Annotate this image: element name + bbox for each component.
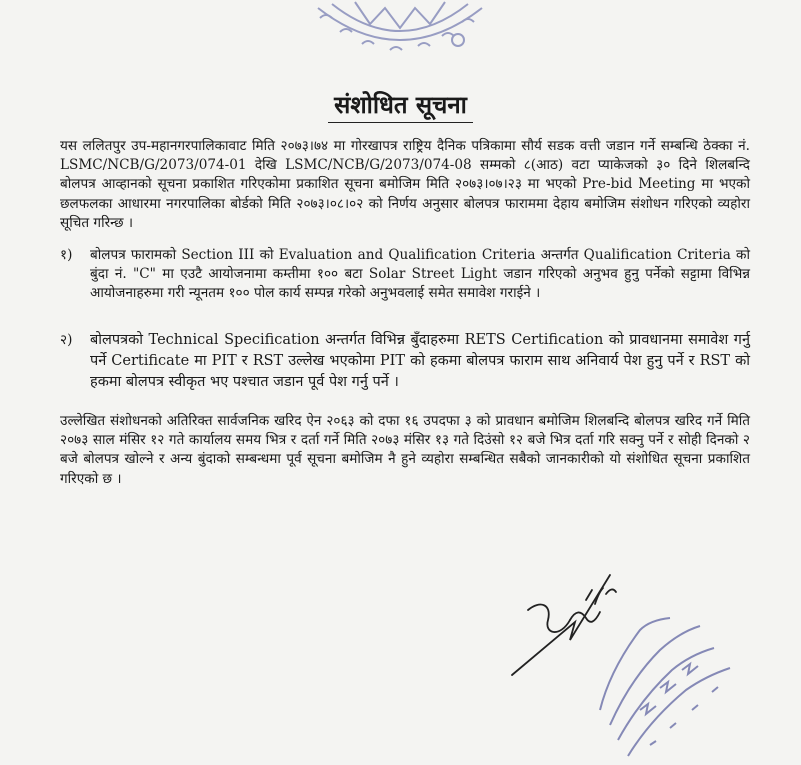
notice-paragraph-closing: उल्लेखित संशोधनको अतिरिक्त सार्वजनिक खरिद ऐन २०६३ को दफा १६ उपदफा ३ को प्रावधान बमोजिम शिलबन्दि बोलपत्र खरिद गर्ने मिति २०७३ साल मंसिर १२ गते कार्यालय समय भित्र र दर्ता गर्ने मिति २०७३ मंसिर १३ गते दिउंसो १२ बजे भित्र दर्ता गरि सक्नु पर्ने र सोही दिनको २ बजे बोलपत्र खोल्ने र अन्य बुंदाको सम्बन्धमा पूर्व सूचना बमोजिम नै हुने व्यहोरा सम्बन्धित सबैको जानकारीको यो संशोधित सूचना प्रकाशित गरिएको छ । (60, 413, 750, 487)
municipality-seal-icon (300, 0, 500, 80)
amendment-item-text: बोलपत्रको Technical Specification अन्तर्गत विभिन्न बुँदाहरुमा RETS Certification को प्रावधानमा समावेश गर्नु पर्ने Certificate मा PIT र RST उल्लेख भएकोमा PIT को हकमा बोलपत्र फाराम साथ अनिवार्य पेश हुनु पर्ने र RST को हकमा बोलपत्र स्वीकृत भए पश्चात जडान पूर्व पेश गर्नु पर्ने । (90, 332, 750, 390)
amendment-item-2 (60, 330, 750, 393)
amendment-item-number: १) (60, 247, 73, 263)
notice-title: संशोधित सूचना (0, 88, 801, 123)
amendment-item-1 (60, 246, 750, 304)
amendment-item-text: बोलपत्र फारामको Section III को Evaluation and Qualification Criteria अन्तर्गत Qualification Criteria को बुंदा नं. "C" मा एउटै आयोजनामा कम्तीमा १०० बटा Solar Street Light जडान गरिएको अनुभव हुनु पर्नेको सट्टामा विभिन्न आयोजनाहरुमा गरी न्यूनतम १०० पोल कार्य सम्पन्न गरेको अनुभवलाई समेत समावेश गराईने । (90, 247, 750, 302)
amendment-item-number: २) (60, 332, 73, 348)
signature-stamp-icon (500, 560, 800, 765)
notice-paragraph-intro: यस ललितपुर उप-महानगरपालिकावाट मिति २०७३।७४ मा गोरखापत्र राष्ट्रिय दैनिक पत्रिकामा सौर्य सडक वत्ती जडान गर्ने सम्बन्धि ठेक्का नं. LSMC/NCB/G/2073/074-01 देखि LSMC/NCB/G/2073/074-08 सम्मको ८(आठ) वटा प्याकेजको ३० दिने शिलबन्दि बोलपत्र आव्हानको सूचना प्रकाशित गरिएकोमा प्रकाशित सूचना बमोजिम मिति २०७३।०७।२३ मा भएको Pre-bid Meeting मा भएको छलफलका आधारमा नगरपालिका बोर्डको मिति २०७३।०८।०२ को निर्णय अनुसार बोलपत्र फाराममा देहाय बमोजिम संशोधन गरिएको व्यहोरा सूचित गरिन्छ । (60, 138, 750, 231)
